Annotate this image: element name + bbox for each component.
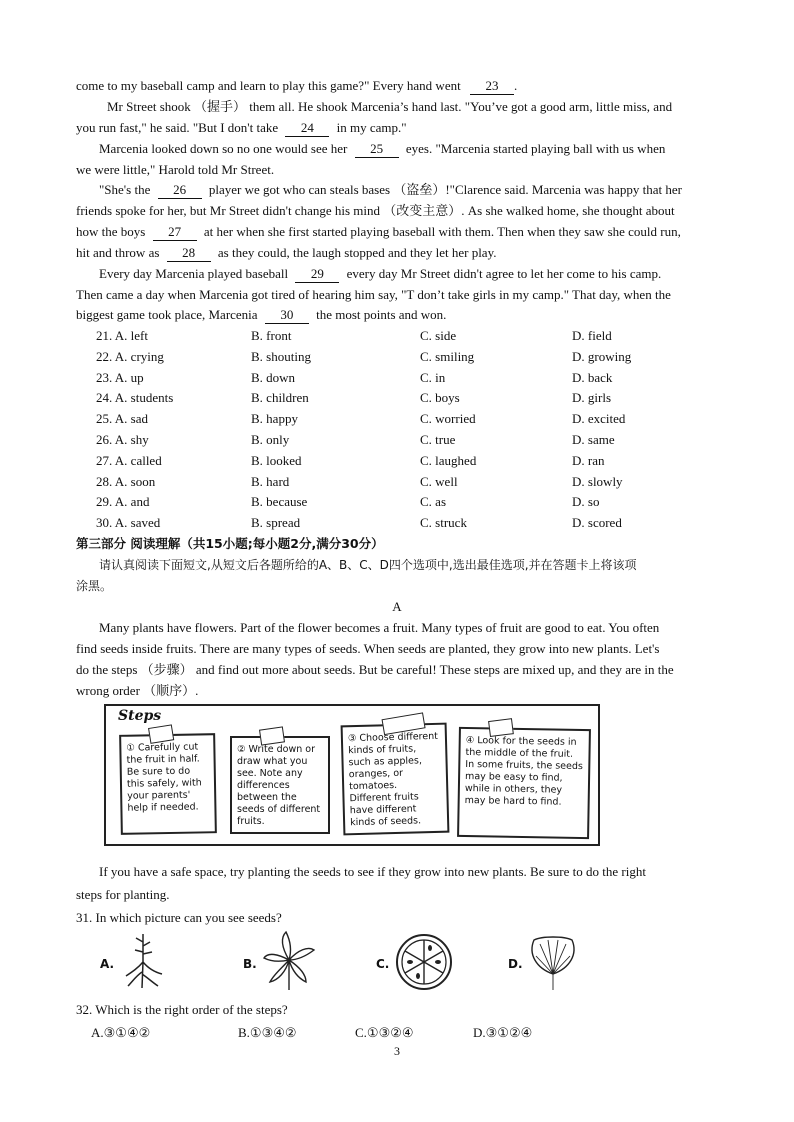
option-28-b: B. hard	[251, 473, 290, 489]
step-note-4: ④ Look for the seeds in the middle of the fruit. In some fruits, the seeds may be easy to find, while in others, they may be hard to find.	[457, 727, 591, 839]
flower-icon	[262, 930, 316, 990]
q32-option-c: C.①③②④	[355, 1025, 414, 1040]
passage-line: hit and throw as 28 as they could, the laugh stopped and they let her play.	[76, 245, 497, 260]
option-24-c: C. boys	[420, 390, 460, 406]
q31-option-c-label: C.	[376, 957, 390, 971]
option-24-d: D. girls	[572, 390, 611, 406]
option-28-c: C. well	[420, 473, 458, 489]
q31-option-a-label: A.	[100, 957, 115, 971]
option-27-b: B. looked	[251, 452, 302, 468]
roots-icon	[118, 932, 168, 990]
option-26-c: C. true	[420, 432, 456, 447]
passage-line: "She's the 26 player we got who can steals bases （盗垒）!"Clarence said. Marcenia was happy that her	[99, 182, 682, 197]
step-note-1: ① Carefully cut the fruit in half. Be sure to do this safely, with your parents' help if needed.	[119, 733, 217, 835]
passage-line: you run fast," he said. "But I don't take 24 in my camp."	[76, 120, 407, 135]
instruction: 涂黑。	[76, 579, 113, 593]
blank-29: 29	[295, 266, 339, 283]
passage-line: If you have a safe space, try planting the seeds to see if they grow into new plants. Be sure to do the right	[99, 864, 646, 879]
option-21-c: C. side	[420, 328, 457, 343]
page-number: 3	[394, 1044, 400, 1058]
passage-line: we were little," Harold told Mr Street.	[76, 162, 275, 177]
option-24-b: B. children	[251, 390, 309, 406]
q32-option-b: B.①③④②	[238, 1025, 297, 1040]
option-21-a: 21. A. left	[96, 328, 148, 343]
blank-30: 30	[265, 307, 309, 324]
passage-label: A	[392, 599, 402, 614]
orange-slice-icon	[394, 932, 454, 992]
step-note-2: ② Write down or draw what you see. Note any differences between the seeds of different fruits.	[230, 736, 330, 834]
passage-line: friends spoke for her, but Mr Street didn't change his mind （改变主意）. As she walked home, she thought about	[76, 203, 675, 218]
option-23-b: B. down	[251, 369, 296, 385]
ginkgo-leaf-icon	[526, 934, 580, 990]
q32-option-a: A.③①④②	[91, 1025, 151, 1040]
option-23-c: C. in	[420, 369, 446, 385]
option-29-a: 29. A. and	[96, 494, 150, 510]
blank-26: 26	[158, 182, 202, 199]
blank-28: 28	[167, 245, 211, 262]
q31-option-d-label: D.	[508, 957, 523, 971]
option-30-d: D. scored	[572, 515, 622, 531]
option-25-d: D. excited	[572, 411, 626, 427]
option-28-d: D. slowly	[572, 473, 623, 489]
option-23-a: 23. A. up	[96, 369, 144, 385]
option-30-a: 30. A. saved	[96, 515, 161, 531]
passage-line: find seeds inside fruits. There are many types of seeds. When seeds are planted, they grow into new plants. Let's	[76, 641, 660, 656]
option-27-a: 27. A. called	[96, 452, 162, 468]
passage-line: how the boys 27 at her when she first started playing baseball with them. Then when they saw she could run,	[76, 224, 681, 239]
passage-line: do the steps （步骤） and find out more about seeds. But be careful! These steps are mixed up, and they are in the	[76, 662, 674, 677]
option-29-b: B. because	[251, 494, 308, 510]
passage-line: biggest game took place, Marcenia 30 the most points and won.	[76, 307, 447, 322]
option-25-c: C. worried	[420, 411, 476, 427]
option-22-b: B. shouting	[251, 348, 311, 364]
passage-line: Marcenia looked down so no one would see her 25 eyes. "Marcenia started playing ball with us when	[99, 141, 666, 156]
section-heading: 第三部分 阅读理解（共15小题;每小题2分,满分30分）	[76, 536, 384, 551]
passage-line: Then came a day when Marcenia got tired of hearing him say, "T don’t take girls in my camp." That day, when the	[76, 287, 671, 302]
option-22-a: 22. A. crying	[96, 348, 164, 364]
option-26-a: 26. A. shy	[96, 432, 149, 447]
option-30-b: B. spread	[251, 515, 301, 531]
option-22-c: C. smiling	[420, 348, 475, 364]
option-27-d: D. ran	[572, 452, 605, 468]
passage-line: come to my baseball camp and learn to play this game?" Every hand went 23 .	[76, 78, 518, 93]
blank-27: 27	[153, 224, 197, 241]
passage-line: steps for planting.	[76, 887, 170, 902]
option-21-b: B. front	[251, 328, 292, 343]
question-31: 31. In which picture can you see seeds?	[76, 910, 282, 925]
option-29-d: D. so	[572, 494, 600, 510]
passage-line: Many plants have flowers. Part of the flower becomes a fruit. Many types of fruit are good to eat. You often	[99, 620, 660, 635]
option-29-c: C. as	[420, 494, 446, 510]
step-note-3: ③ Choose different kinds of fruits, such as apples, oranges, or tomatoes. Different fruits have different kinds of seeds.	[341, 723, 450, 836]
blank-24: 24	[285, 120, 329, 137]
option-28-a: 28. A. soon	[96, 473, 156, 489]
question-32: 32. Which is the right order of the steps?	[76, 1002, 288, 1017]
option-27-c: C. laughed	[420, 452, 477, 468]
option-30-c: C. struck	[420, 515, 467, 531]
passage-line: Mr Street shook （握手） them all. He shook Marcenia’s hand last. "You’ve got a good arm, little miss, and	[107, 99, 673, 114]
q32-option-d: D.③①②④	[473, 1025, 533, 1040]
option-26-d: D. same	[572, 432, 615, 447]
passage-line: wrong order （顺序）.	[76, 683, 199, 698]
option-21-d: D. field	[572, 328, 612, 343]
instruction: 请认真阅读下面短文,从短文后各题所给的A、B、C、D四个选项中,选出最佳选项,并在答题卡上将该项	[99, 558, 637, 572]
option-26-b: B. only	[251, 432, 290, 447]
option-24-a: 24. A. students	[96, 390, 174, 406]
blank-23: 23	[470, 78, 514, 95]
steps-title: Steps	[118, 708, 162, 724]
option-22-d: D. growing	[572, 348, 632, 364]
option-25-a: 25. A. sad	[96, 411, 148, 427]
passage-line: Every day Marcenia played baseball 29 every day Mr Street didn't agree to let her come to his camp.	[99, 266, 662, 281]
blank-25: 25	[355, 141, 399, 158]
option-25-b: B. happy	[251, 411, 298, 427]
option-23-d: D. back	[572, 369, 613, 385]
steps-figure	[104, 704, 600, 846]
q31-option-b-label: B.	[243, 957, 257, 971]
